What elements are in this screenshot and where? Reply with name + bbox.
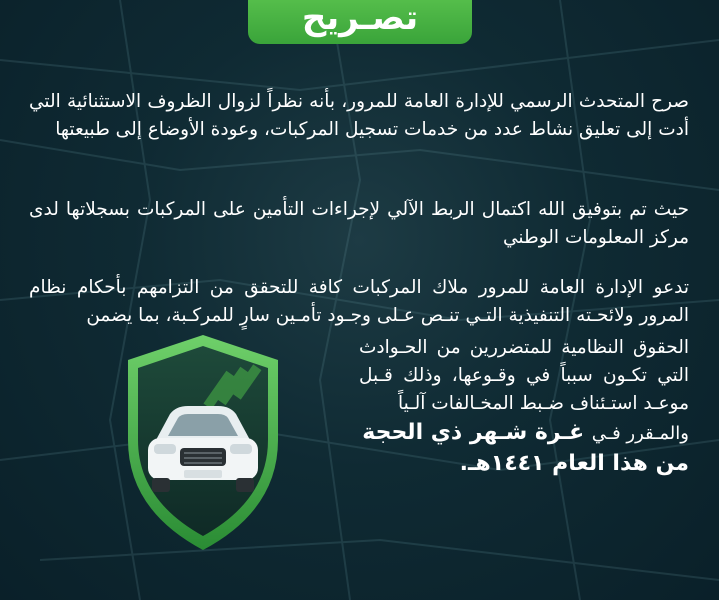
paragraph-rights: الحقوق النظامية للمتضررين من الحـوادث التي تكـون سبباً في وقـوعها، وذلك قـبل موعـد استـئناف ضـبط المخـالفات آلـياً bbox=[359, 337, 689, 414]
deadline-prefix: والمـقرر فـي bbox=[591, 423, 689, 444]
badge-title: تصـريح bbox=[301, 0, 419, 38]
deadline-year: من هذا العام ١٤٤١هـ. bbox=[459, 451, 689, 476]
deadline-date: غـرة شـهر ذي الحجة bbox=[362, 420, 585, 445]
paragraph-call-to-owners: تدعو الإدارة العامة للمرور ملاك المركبات كافة للتحقق من التزامهم بأحكام نظام المرور ولائحـته التنفيذية التـي تنـص عـلى وجـود تأمـين سارٍ للمركـبة، بما يضمن bbox=[29, 277, 689, 326]
title-badge bbox=[248, 0, 472, 44]
car-shield-icon bbox=[118, 330, 288, 555]
paragraph-deadline bbox=[349, 418, 689, 479]
paragraph-statement: صرح المتحدث الرسمي للإدارة العامة للمرور، بأنه نظراً لزوال الظروف الاستثنائية التي أدت إلى تعليق نشاط عدد من خدمات تسجيل المركبات، وعودة الأوضاع إلى طبيعتها bbox=[29, 91, 689, 140]
paragraph-link-completion: حيث تم بتوفيق الله اكتمال الربط الآلي لإجراءات التأمين على المركبات بسجلاتها لدى مركز المعلومات الوطني bbox=[29, 199, 689, 248]
